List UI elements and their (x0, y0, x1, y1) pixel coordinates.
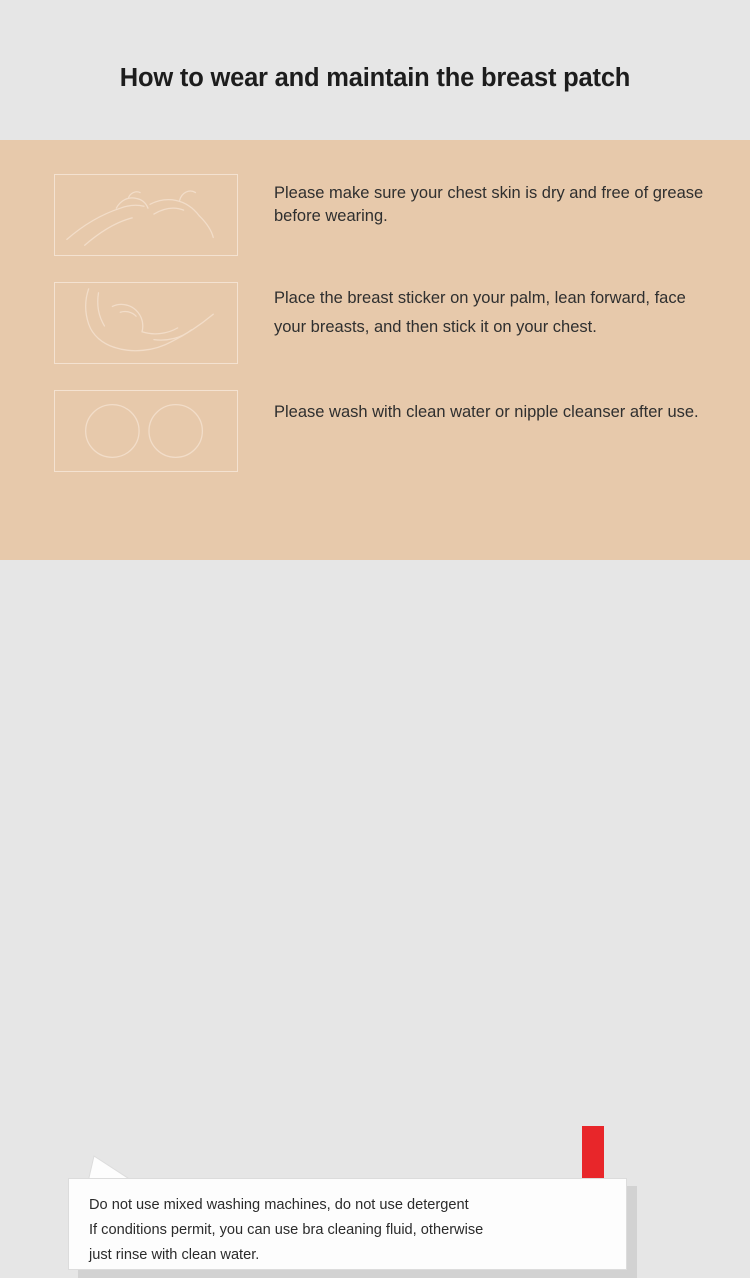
note-line: If conditions permit, you can use bra cleaning fluid, otherwise (89, 1222, 484, 1239)
footer (0, 560, 750, 1264)
note-line: just rinse with clean water. (89, 1247, 260, 1264)
header (0, 0, 750, 140)
two-circles-patches-illustration (54, 390, 238, 472)
step-item (0, 390, 750, 472)
step-item (0, 174, 750, 256)
step-text: Place the breast sticker on your palm, lean forward, face your breasts, and then stick it on your chest. (274, 289, 686, 337)
note-line: Do not use mixed washing machines, do not use detergent (89, 1197, 469, 1213)
steps-panel (0, 140, 750, 560)
step-text: Please make sure your chest skin is dry and free of grease before wearing. (274, 184, 704, 226)
step-text: Please wash with clean water or nipple cleanser after use. (274, 403, 699, 421)
hands-applying-patch-illustration (54, 174, 238, 256)
hand-holding-sticker-illustration (54, 282, 238, 364)
page-title: How to wear and maintain the breast patch (119, 63, 631, 92)
step-item (0, 282, 750, 364)
warning-note (68, 1178, 627, 1270)
